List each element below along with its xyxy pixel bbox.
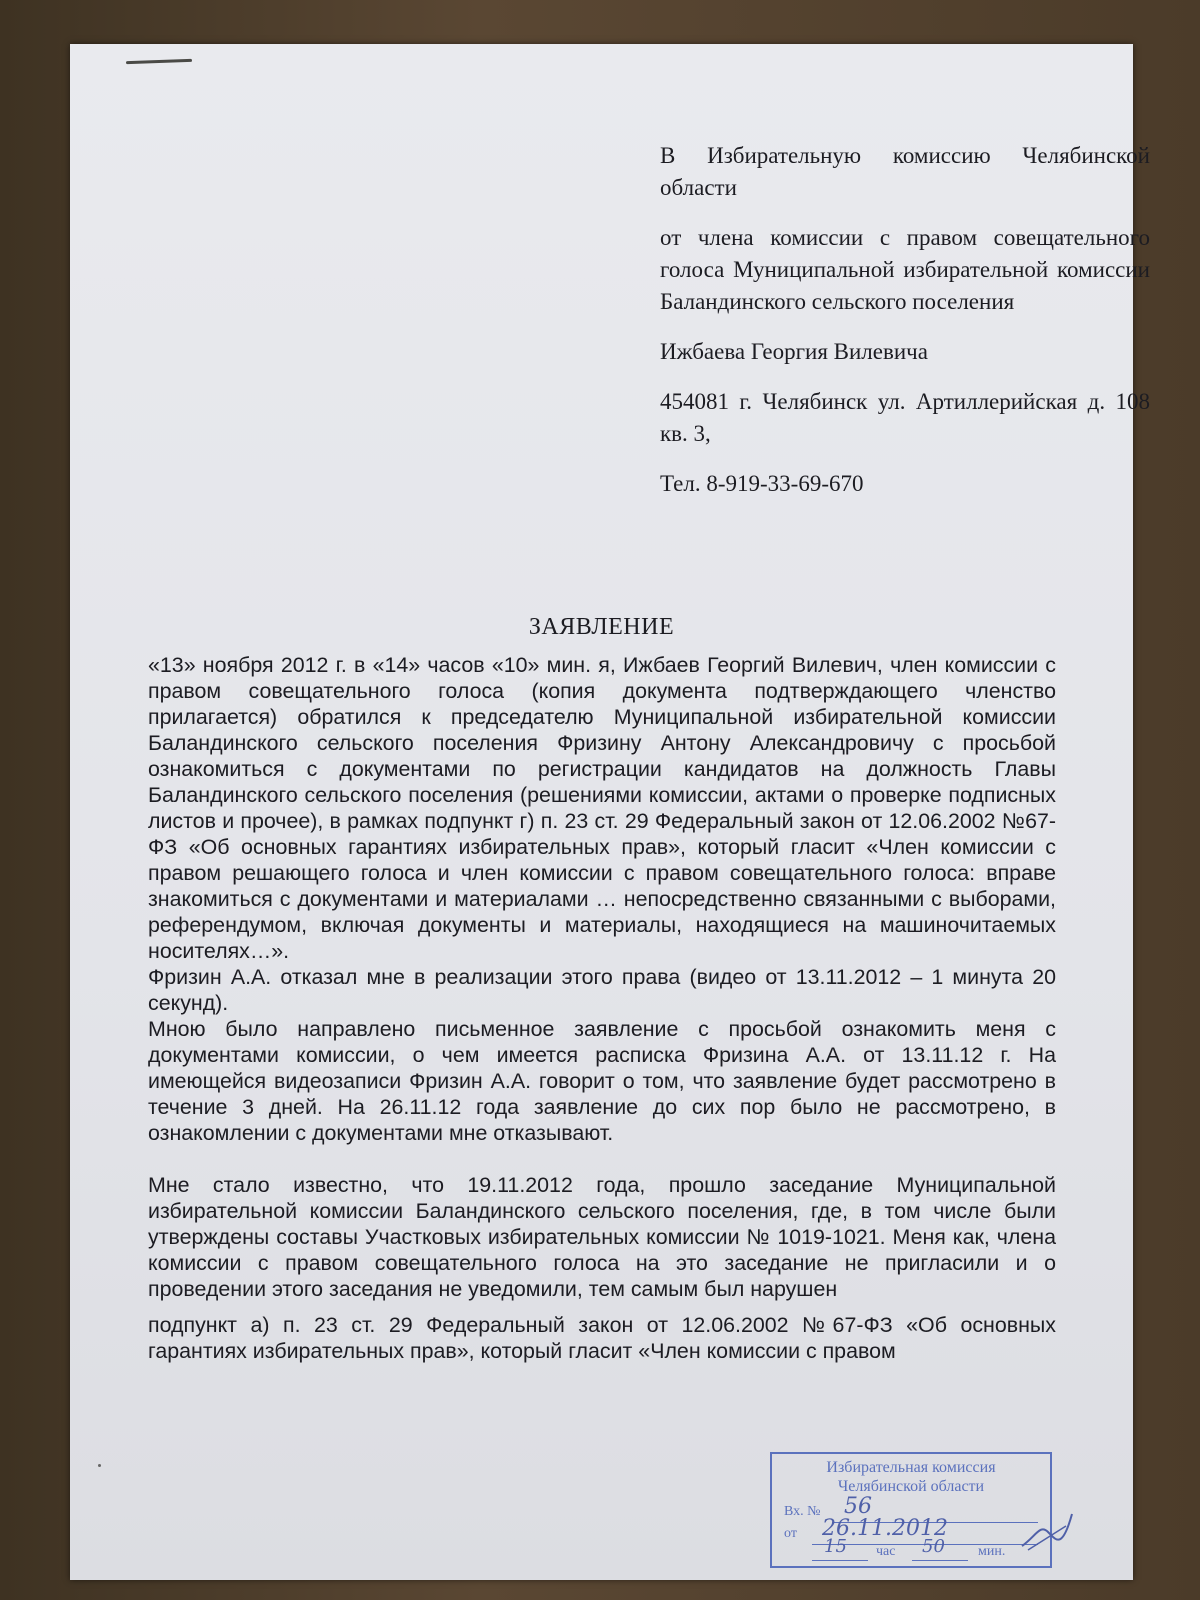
- stamp-min-value: 50: [922, 1536, 945, 1557]
- stamp-number-label: Вх. №: [784, 1504, 821, 1519]
- page-speck: [98, 1464, 101, 1467]
- addressee-from: от члена комиссии с правом совещательного голоса Муниципальной избирательной комиссии Баландинского сельского поселения: [660, 225, 1150, 314]
- paragraph-law-citation: подпункт а) п. 23 ст. 29 Федеральный закон от 12.06.2002 №67-ФЗ «Об основных гарантиях избирательных прав», который гласит «Член комиссии с правом: [148, 1313, 1056, 1363]
- stamp-number-value: 56: [844, 1494, 872, 1519]
- stamp-date-value: 26.11.2012: [822, 1516, 948, 1541]
- addressee-to: В Избирательную комиссию Челябинской области: [660, 143, 1150, 200]
- paragraph-meeting: Мне стало известно, что 19.11.2012 года, прошло заседание Муниципальной избирательной комиссии Баландинского сельского поселения, где, в том числе были утверждены составы Участковых избирательных комиссии № 1019-1021. Меня как, члена комиссии с правом совещательного голоса на это заседание не пригласили и о проведении этого заседания не уведомили, тем самым был нарушен: [148, 1173, 1056, 1301]
- signature-icon: [1018, 1506, 1078, 1556]
- paragraph-request: «13» ноября 2012 г. в «14» часов «10» мин. я, Ижбаев Георгий Вилевич, член комиссии с правом совещательного голоса (копия документа подтверждающего членство прилагается) обратился к председателю Муниципальной избирательной комиссии Баландинского сельского поселения Фризину Антону Александровичу с просьбой ознакомиться с документами по регистрации кандидатов на должность Главы Баландинского сельского поселения (решениями комиссии, актами о проверке подписных листов и прочее), в рамках подпункт г) п. 23 ст. 29 Федеральный закон от 12.06.2002 №67-ФЗ «Об основных гарантиях избирательных прав», который гласит «Член комиссии с правом решающего голоса и член комиссии с правом совещательного голоса: вправе знакомиться с документами и материалами … непосредственно связанными с выборами, референдумом, включая документы и материалы, находящиеся на машиночитаемых носителях…».: [148, 653, 1056, 963]
- stamp-min-label: мин.: [978, 1544, 1006, 1559]
- paragraph-refusal: Фризин А.А. отказал мне в реализации этого права (видео от 13.11.2012 – 1 минута 20 секунд).: [148, 965, 1056, 1015]
- stamp-hour-value: 15: [824, 1536, 847, 1557]
- stamp-org-line2: Челябинской области: [837, 1478, 985, 1495]
- stamp-org-line1: Избирательная комиссия: [826, 1459, 996, 1476]
- document-page: [70, 44, 1150, 1580]
- staple-mark: [126, 59, 192, 64]
- sender-address: 454081 г. Челябинск ул. Артиллерийская д. 108 кв. 3,: [660, 389, 1150, 446]
- stamp-date-label: от: [784, 1526, 797, 1541]
- sender-name: Ижбаева Георгия Вилевича: [660, 339, 928, 364]
- document-body: [148, 652, 1056, 1364]
- registration-stamp: [770, 1452, 1052, 1568]
- stamp-hour-line: [812, 1560, 868, 1561]
- addressee-block: [660, 140, 1150, 518]
- document-title: ЗАЯВЛЕНИЕ: [528, 614, 675, 640]
- stamp-hour-label: час: [876, 1544, 896, 1559]
- sender-phone: Тел. 8-919-33-69-670: [660, 471, 864, 496]
- paragraph-written-request: Мною было направлено письменное заявление с просьбой ознакомить меня с документами комиссии, о чем имеется расписка Фризина А.А. от 13.11.12 г. На имеющейся видеозаписи Фризин А.А. говорит о том, что заявление будет рассмотрено в течение 3 дней. На 26.11.12 года заявление до сих пор было не рассмотрено, в ознакомлении с документами мне отказывают.: [148, 1017, 1056, 1145]
- stamp-min-line: [912, 1560, 968, 1561]
